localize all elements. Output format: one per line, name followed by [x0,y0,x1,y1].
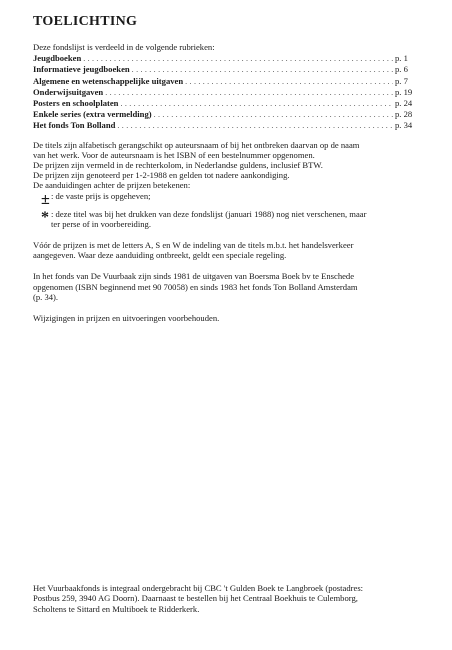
arrangement-paragraph [33,140,425,191]
paragraph-line: opgenomen (ISBN beginnend met 90 70058) en sinds 1983 het fonds Ton Bolland Amsterdam [33,281,358,292]
section-page: p. 19 [395,86,413,97]
section-row [33,120,425,131]
section-title: Informatieve jeugdboeken [33,64,130,75]
section-row [33,64,425,75]
distribution-note [33,583,428,614]
section-title: Jeugdboeken [33,53,82,64]
paragraph-line: aangegeven. Waar deze aanduiding ontbreekt, geldt een speciale regeling. [33,250,287,261]
section-row [33,76,425,87]
legend-text: : de vaste prijs is opgeheven; [51,190,151,201]
legend-item [33,191,425,209]
section-title: Het fonds Ton Bolland [33,120,116,131]
footer-line: Scholtens te Sittard en Multiboek te Ridderkerk. [33,603,200,614]
trade-classification-paragraph [33,240,425,260]
leader-dots [132,64,393,75]
paragraph-line: De prijzen zijn genoteerd per 1-2-1988 en gelden tot nadere aankondiging. [33,170,290,181]
paragraph-line: De prijzen zijn vermeld in de rechterkolom, in Nederlandse guldens, inclusief BTW. [33,160,323,171]
fund-history-paragraph [33,271,425,302]
page-body [33,14,425,323]
section-list [33,53,425,131]
section-title: Onderwijsuitgaven [33,86,104,97]
section-title: Posters en schoolplaten [33,98,119,109]
legend-symbol: * [41,208,49,226]
section-row [33,53,425,64]
leader-dots [120,98,393,109]
paragraph-line: De aanduidingen achter de prijzen betekenen: [33,180,191,191]
section-row [33,98,425,109]
legend-symbol: ± [41,190,50,208]
price-legend [33,191,425,229]
legend-text: ter perse of in voorbereiding. [51,218,151,229]
disclaimer-text: Wijzigingen in prijzen en uitvoeringen voorbehouden. [33,313,220,324]
page-heading: TOELICHTING [33,14,138,29]
leader-dots [105,87,393,98]
legend-text: : deze titel was bij het drukken van deze fondslijst (januari 1988) nog niet verschenen, maar [51,208,367,219]
section-page: p. 1 [395,53,408,64]
paragraph-line: In het fonds van De Vuurbaak zijn sinds 1981 de uitgaven van Boersma Boek bv te Enschede [33,271,355,282]
footer-line: Postbus 259, 3940 AG Doorn). Daarnaast te bestellen bij het Centraal Boekhuis te Culemborg, [33,593,358,604]
section-page: p. 28 [395,109,413,120]
section-page: p. 6 [395,64,408,75]
section-page: p. 7 [395,75,408,86]
section-page: p. 34 [395,120,413,131]
leader-dots [185,76,393,87]
footer-line: Het Vuurbaakfonds is integraal ondergebracht bij CBC 't Gulden Boek te Langbroek (postadres: [33,583,364,593]
paragraph-line: Vóór de prijzen is met de letters A, S en W de indeling van de titels m.b.t. het handelsverkeer [33,240,354,251]
section-title: Enkele series (extra vermelding) [33,109,152,120]
section-row [33,109,425,120]
leader-dots [117,120,393,131]
paragraph-line: van het werk. Voor de auteursnaam is het ISBN of een bestelnummer opgenomen. [33,149,315,160]
paragraph-line: (p. 34). [33,291,59,302]
legend-item [33,209,425,229]
intro-text: Deze fondslijst is verdeeld in de volgende rubrieken: [33,42,215,52]
section-row [33,87,425,98]
leader-dots [83,53,393,64]
leader-dots [154,109,393,120]
paragraph-line: De titels zijn alfabetisch gerangschikt op auteursnaam of bij het ontbreken daarvan op de naam [33,139,360,150]
section-page: p. 24 [395,98,413,109]
section-title: Algemene en wetenschappelijke uitgaven [33,75,184,86]
